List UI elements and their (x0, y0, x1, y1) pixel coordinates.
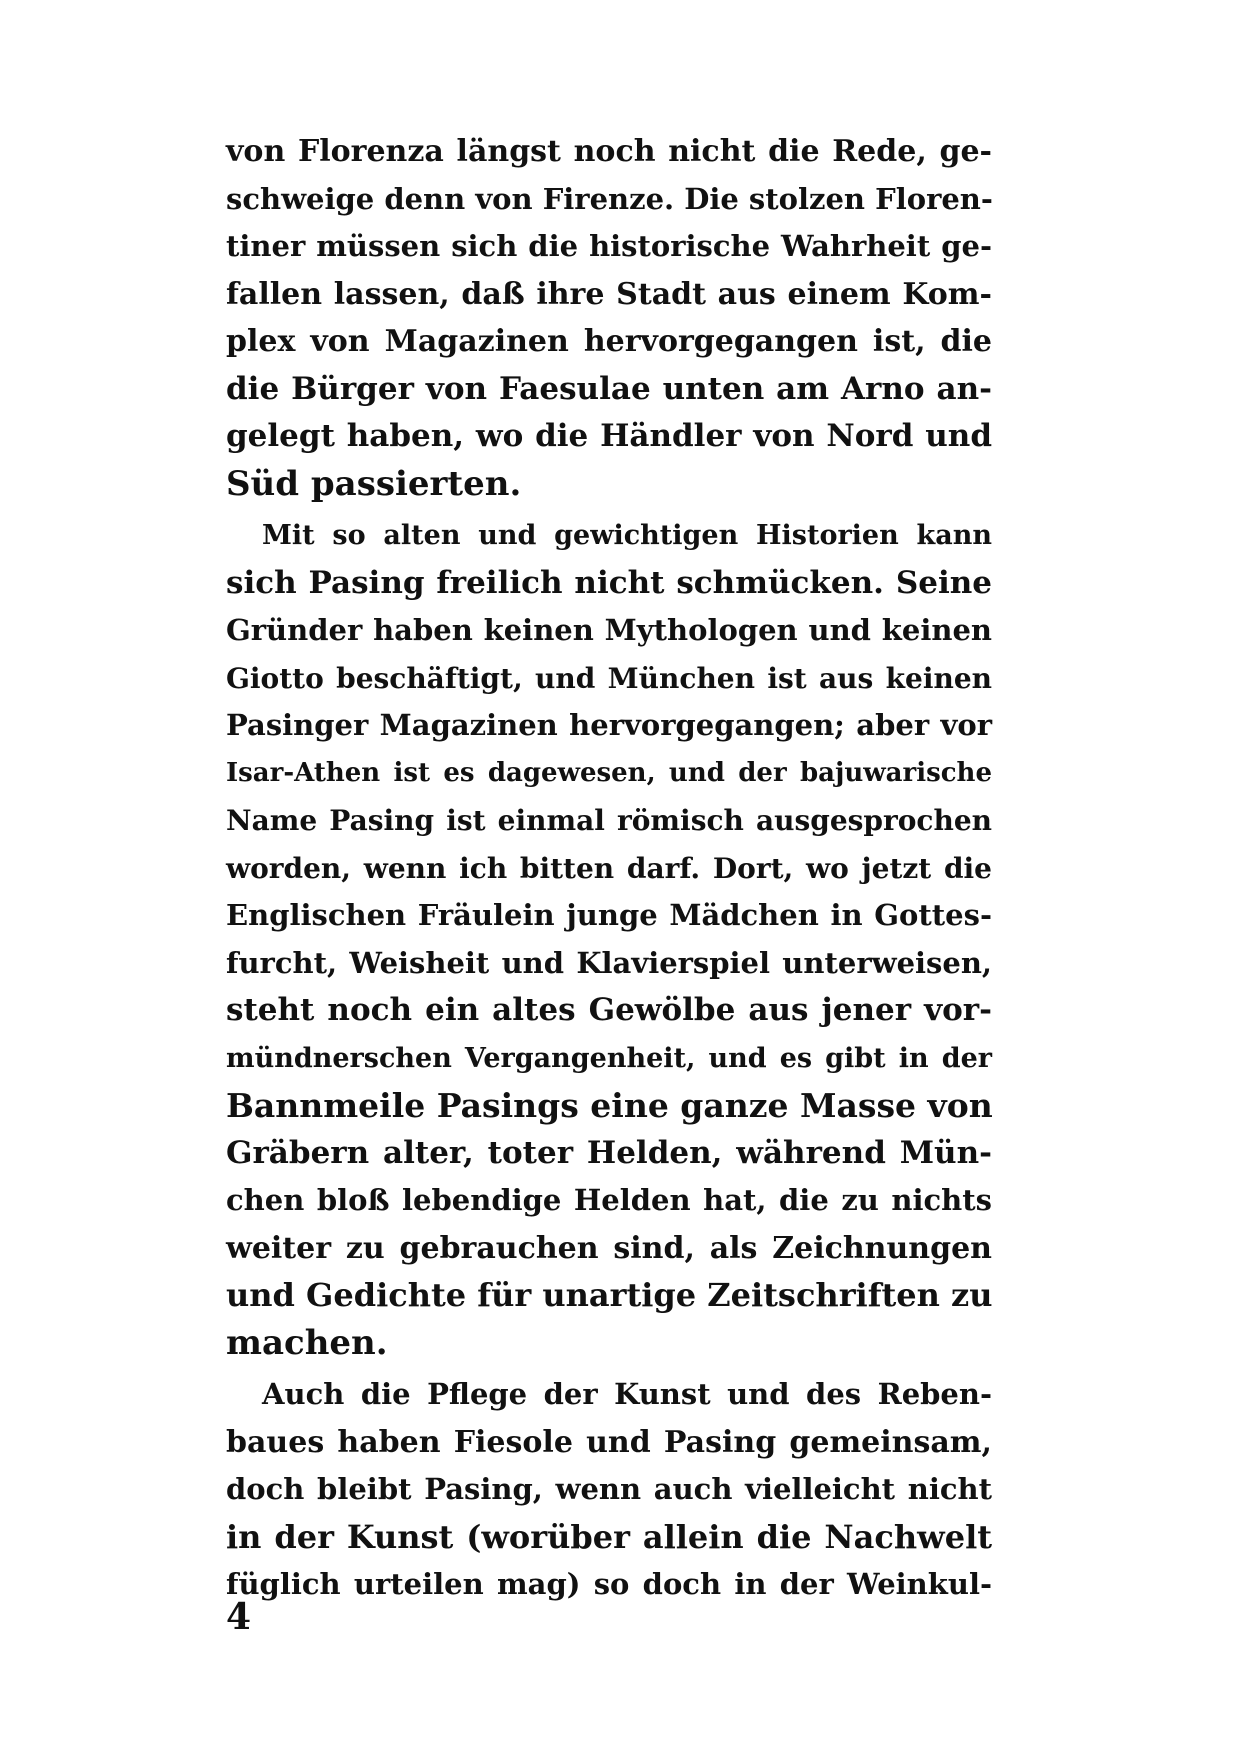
body-text (226, 128, 992, 1609)
text-line: von Florenza längst noch nicht die Rede, ge- (226, 134, 992, 169)
text-line: worden, wenn ich bitten darf. Dort, wo jetzt die (226, 851, 992, 885)
text-line: und Gedichte für unartige Zeitschriften zu (226, 1276, 993, 1314)
text-line: in der Kunst (worüber allein die Nachwelt (226, 1517, 992, 1556)
text-line: fallen lassen, daß ihre Stadt aus einem Kom- (226, 276, 992, 312)
text-line: Giotto beschäftigt, und München ist aus keinen (226, 661, 992, 695)
text-line: sich Pasing freilich nicht schmücken. Seine (226, 564, 992, 601)
text-line: schweige denn von Firenze. Die stolzen Floren- (226, 181, 993, 216)
text-line: Auch die Pflege der Kunst und des Reben- (262, 1377, 992, 1411)
text-line: mündnerschen Vergangenheit, und es gibt in der (226, 1042, 992, 1074)
text-line: Süd passierten. (226, 463, 522, 504)
text-line: furcht, Weisheit und Klavierspiel unterweisen, (226, 945, 992, 980)
text-line: Pasinger Magazinen hervorgegangen; aber vor (226, 708, 992, 742)
text-line: Name Pasing ist einmal römisch ausgesprochen (226, 804, 992, 837)
text-line: plex von Magazinen hervorgegangen ist, die (226, 324, 992, 359)
text-line: chen bloß lebendige Helden hat, die zu nichts (226, 1183, 992, 1217)
text-line: Bannmeile Pasings eine ganze Masse von (226, 1086, 993, 1125)
text-line: Mit so alten und gewichtigen Historien kann (262, 520, 992, 551)
text-line: baues haben Fiesole und Pasing gemeinsam, (226, 1424, 992, 1460)
text-line: füglich urteilen mag) so doch in der Weinkul- (226, 1567, 992, 1601)
text-line: Isar-Athen ist es dagewesen, und der bajuwarische (226, 757, 992, 788)
text-line: Gräbern alter, toter Helden, während Mün- (226, 1134, 992, 1171)
text-line: die Bürger von Faesulae unten am Arno an- (226, 370, 992, 407)
text-line: weiter zu gebrauchen sind, als Zeichnungen (226, 1230, 992, 1266)
text-line: Englischen Fräulein junge Mädchen in Gottes- (226, 898, 992, 932)
text-line: tiner müssen sich die historische Wahrheit ge- (226, 229, 992, 263)
text-line: Gründer haben keinen Mythologen und keinen (226, 613, 992, 647)
page-number: 4 (226, 1596, 252, 1638)
text-line: gelegt haben, wo die Händler von Nord und (226, 418, 992, 454)
text-line: doch bleibt Pasing, wenn auch vielleicht nicht (226, 1472, 992, 1506)
text-line: machen. (226, 1322, 388, 1363)
text-line: steht noch ein altes Gewölbe aus jener vor- (226, 992, 992, 1028)
